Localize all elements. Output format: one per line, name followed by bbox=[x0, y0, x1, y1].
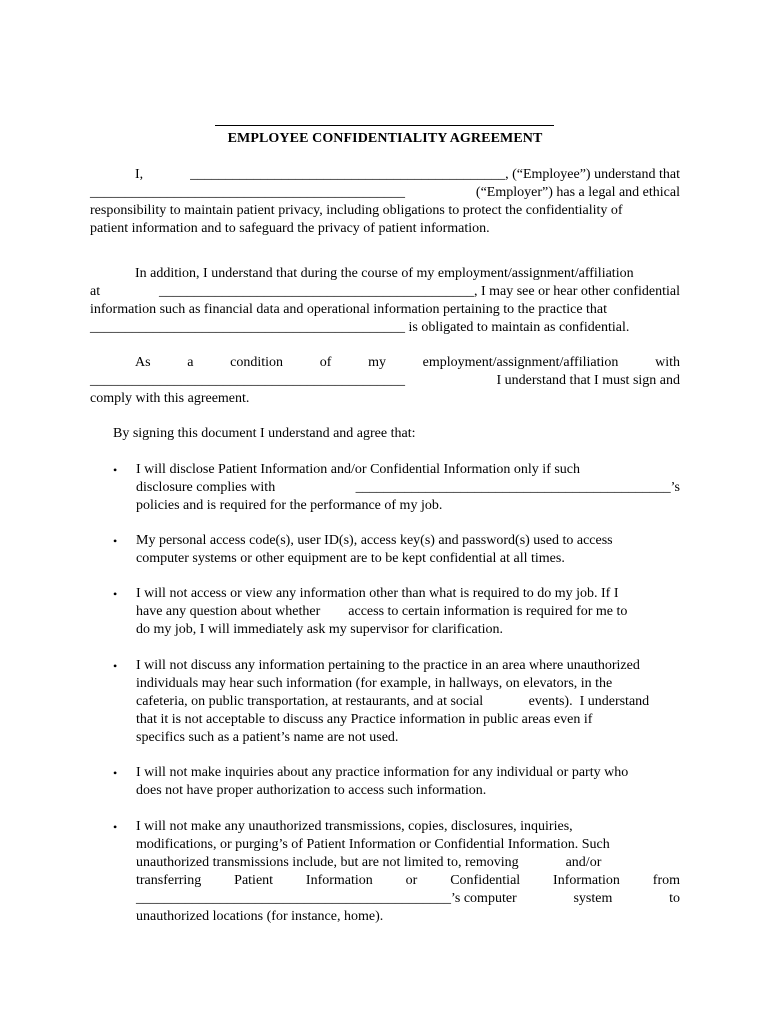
item6-text: and/or bbox=[565, 855, 602, 870]
item4-line3: cafeteria, on public transportation, at restaurants, and at social events). I understand bbox=[136, 694, 650, 709]
item6-text: unauthorized transmissions include, but are not limited to, removing bbox=[136, 855, 519, 870]
computer-owner-blank: _____________________________________________’s computer bbox=[136, 891, 517, 906]
para2-text: at bbox=[90, 284, 101, 299]
bullet-glyph: • bbox=[113, 820, 118, 834]
affiliation-name-blank: _____________________________________________ bbox=[90, 373, 405, 388]
item6-line6: unauthorized locations (for instance, home). bbox=[136, 909, 384, 924]
para1-line1 bbox=[135, 166, 680, 184]
organization-name-blank: _____________________________________________’s bbox=[355, 480, 680, 495]
item6-word: from bbox=[652, 873, 680, 888]
para1-line2 bbox=[90, 184, 680, 202]
para1-line4: patient information and to safeguard the privacy of patient information. bbox=[90, 221, 490, 236]
title-underline bbox=[215, 125, 554, 126]
item6-line4 bbox=[136, 872, 680, 890]
item1-line3: policies and is required for the performance of my job. bbox=[136, 498, 443, 513]
para3-word: As bbox=[135, 355, 151, 370]
item6-line1: I will not make any unauthorized transmissions, copies, disclosures, inquiries, bbox=[136, 819, 573, 834]
item6-word: Confidential bbox=[450, 873, 521, 888]
item6-word: transferring bbox=[136, 873, 202, 888]
item6-line5 bbox=[136, 890, 680, 908]
item4-line1: I will not discuss any information pertaining to the practice in an area where unauthorized bbox=[136, 658, 640, 673]
item1-line2 bbox=[136, 479, 680, 497]
document-title: EMPLOYEE CONFIDENTIALITY AGREEMENT bbox=[227, 131, 543, 146]
para3-word: my bbox=[368, 355, 386, 370]
bullet-glyph: • bbox=[113, 534, 118, 548]
item3-line2: have any question about whether access to certain information is required for me to bbox=[136, 604, 628, 619]
para2-line3: information such as financial data and operational information pertaining to the practice that bbox=[90, 302, 608, 317]
para1-text: (“Employer”) has a legal and ethical bbox=[475, 185, 680, 200]
item6-line3 bbox=[136, 854, 680, 872]
item2-line2: computer systems or other equipment are to be kept confidential at all times. bbox=[136, 551, 565, 566]
item4-line4: that it is not acceptable to discuss any Practice information in public areas even if bbox=[136, 712, 593, 727]
practice-name-blank: _____________________________________________, I may see or hear other confidential bbox=[158, 284, 680, 299]
item5-line2: does not have proper authorization to access such information. bbox=[136, 783, 487, 798]
item6-word: Information bbox=[553, 873, 620, 888]
item4-line2: individuals may hear such information (for example, in hallways, on elevators, in the bbox=[136, 676, 613, 691]
para3-line1 bbox=[135, 354, 680, 372]
item6-word: system bbox=[573, 891, 613, 906]
para3-word: of bbox=[319, 355, 332, 370]
para3-word: condition bbox=[230, 355, 284, 370]
item6-word: Information bbox=[305, 873, 373, 888]
para3-line3: comply with this agreement. bbox=[90, 391, 250, 406]
item6-word: to bbox=[669, 891, 680, 906]
bullet-glyph: • bbox=[113, 463, 118, 477]
item2-line1: My personal access code(s), user ID(s), access key(s) and password(s) used to access bbox=[136, 533, 613, 548]
employer-name-blank: _____________________________________________ bbox=[90, 185, 405, 200]
item1-line1: I will disclose Patient Information and/or Confidential Information only if such bbox=[136, 462, 581, 477]
employee-name-blank: _____________________________________________, (“Employee”) understand that bbox=[190, 167, 680, 182]
list-intro: By signing this document I understand and agree that: bbox=[113, 426, 416, 441]
para3-text: I understand that I must sign and bbox=[496, 373, 680, 388]
bullet-glyph: • bbox=[113, 766, 118, 780]
item3-line1: I will not access or view any information other than what is required to do my job. If I bbox=[136, 586, 619, 601]
item6-word: Patient bbox=[234, 873, 274, 888]
item4-line5: specifics such as a patient’s name are not used. bbox=[136, 730, 399, 745]
bullet-glyph: • bbox=[113, 659, 118, 673]
para2-line1: In addition, I understand that during the course of my employment/assignment/affiliation bbox=[135, 266, 634, 281]
para1-text: I, bbox=[135, 167, 144, 182]
para3-word: employment/assignment/affiliation bbox=[422, 355, 619, 370]
para3-word: with bbox=[655, 355, 680, 370]
item6-word: or bbox=[405, 873, 418, 888]
item6-line2: modifications, or purging’s of Patient Information or Confidential Information. Such bbox=[136, 837, 610, 852]
item5-line1: I will not make inquiries about any practice information for any individual or party who bbox=[136, 765, 629, 780]
item1-text: disclosure complies with bbox=[136, 480, 276, 495]
item3-line3: do my job, I will immediately ask my supervisor for clarification. bbox=[136, 622, 504, 637]
para1-line3: responsibility to maintain patient privacy, including obligations to protect the confidentiality of bbox=[90, 203, 623, 218]
para3-word: a bbox=[187, 355, 194, 370]
bullet-glyph: • bbox=[113, 587, 118, 601]
para3-line2 bbox=[90, 372, 680, 390]
para2-line2 bbox=[90, 283, 680, 301]
para2-line4: _____________________________________________ is obligated to maintain as confidential. bbox=[90, 320, 630, 335]
